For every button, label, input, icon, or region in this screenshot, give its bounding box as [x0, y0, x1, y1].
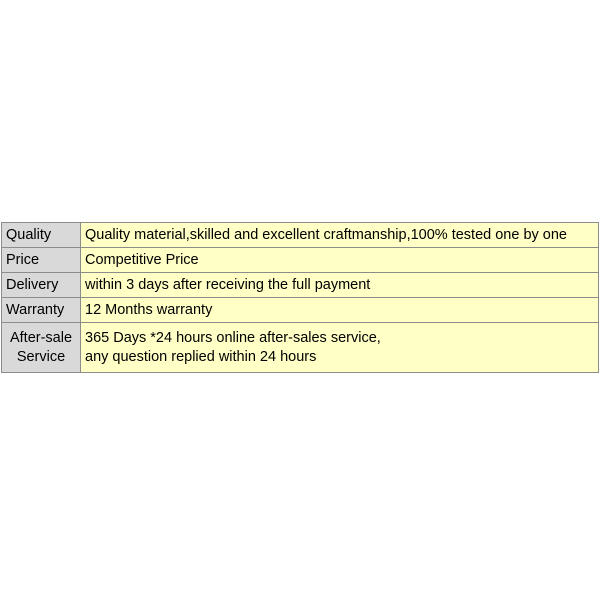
row-value [81, 323, 599, 373]
row-label: Delivery [2, 273, 81, 298]
row-label: Price [2, 248, 81, 273]
row-value-line: any question replied within 24 hours [85, 348, 317, 365]
row-value: Quality material,skilled and excellent craftmanship,100% tested one by one [81, 223, 599, 248]
row-value: Competitive Price [81, 248, 599, 273]
row-label [2, 323, 81, 373]
product-spec-table [1, 222, 599, 373]
table-row-delivery [2, 273, 599, 298]
row-value-line: 365 Days *24 hours online after-sales service, [85, 329, 381, 346]
row-label: Quality [2, 223, 81, 248]
row-label-line: Service [16, 348, 66, 365]
row-label-line: After-sale [9, 329, 73, 346]
table-row-warranty [2, 298, 599, 323]
row-label: Warranty [2, 298, 81, 323]
table-row-after-sale-service [2, 323, 599, 373]
row-value: within 3 days after receiving the full payment [81, 273, 599, 298]
table-row-price [2, 248, 599, 273]
table-row-quality [2, 223, 599, 248]
row-value: 12 Months warranty [81, 298, 599, 323]
